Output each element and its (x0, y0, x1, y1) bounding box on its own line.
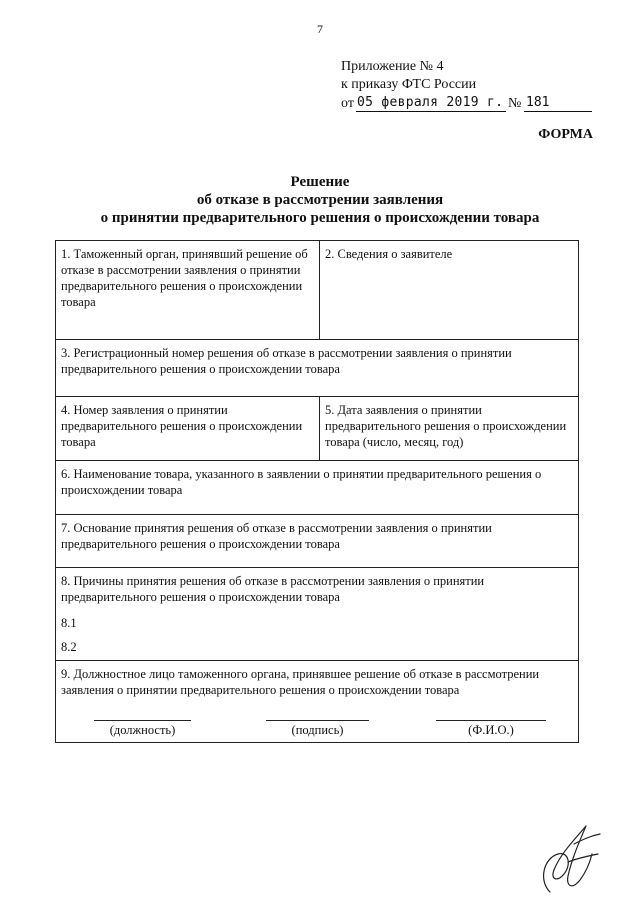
page-number: 7 (317, 22, 323, 36)
annex-order-reference: к приказу ФТС России (341, 77, 477, 92)
form-label: ФОРМА (538, 127, 593, 142)
field-5-application-date: 5. Дата заявления о принятии предварительного решения о происхождении товара (число, месяц, год) (325, 403, 567, 449)
position-line (94, 720, 191, 721)
document-subtitle-1: об отказе в рассмотрении заявления (196, 192, 444, 208)
position-label: (должность) (109, 723, 176, 737)
name-line (436, 720, 546, 721)
signature-label: (подпись) (291, 723, 344, 737)
order-number-label: № (508, 96, 522, 111)
field-4-application-number: 4. Номер заявления о принятии предварительного решения о происхождении товара (61, 403, 303, 449)
handwritten-signature (528, 818, 608, 898)
decision-form-table (55, 240, 579, 743)
field-8-2: 8.2 (61, 640, 77, 654)
signature-line (266, 720, 369, 721)
order-prefix: от (341, 96, 354, 111)
document-title: Решение (290, 174, 350, 190)
field-6-goods-name: 6. Наименование товара, указанного в заявлении о принятии предварительного решения о происхождении товара (61, 467, 542, 497)
order-date: 05 февраля 2019 г. (356, 94, 506, 112)
field-3-registration-number: 3. Регистрационный номер решения об отказе в рассмотрении заявления о принятии предварительного решения о происхождении товара (61, 346, 512, 376)
order-details (341, 94, 601, 114)
field-9-text: 9. Должностное лицо таможенного органа, принявшее решение об отказе в рассмотрении заявления о принятии предварительного решения о происхождении товара (61, 667, 540, 697)
name-label: (Ф.И.О.) (468, 723, 514, 737)
annex-block (341, 58, 601, 114)
order-number: 181 (524, 94, 592, 112)
field-8-text: 8. Причины принятия решения об отказе в рассмотрении заявления о принятии предварительного решения о происхождении товара (61, 574, 485, 604)
field-8-refusal-reasons (56, 568, 578, 660)
field-8-1: 8.1 (61, 616, 77, 630)
document-subtitle-2: о принятии предварительного решения о происхождении товара (100, 210, 540, 226)
field-2-applicant-info: 2. Сведения о заявителе (325, 247, 453, 261)
field-1-customs-authority: 1. Таможенный орган, принявший решение об отказе в рассмотрении заявления о принятии предварительного решения о происхождении товара (61, 247, 308, 309)
field-7-refusal-basis: 7. Основание принятия решения об отказе в рассмотрении заявления о принятии предварительного решения о происхождении товара (61, 521, 492, 551)
annex-title: Приложение № 4 (341, 59, 444, 74)
